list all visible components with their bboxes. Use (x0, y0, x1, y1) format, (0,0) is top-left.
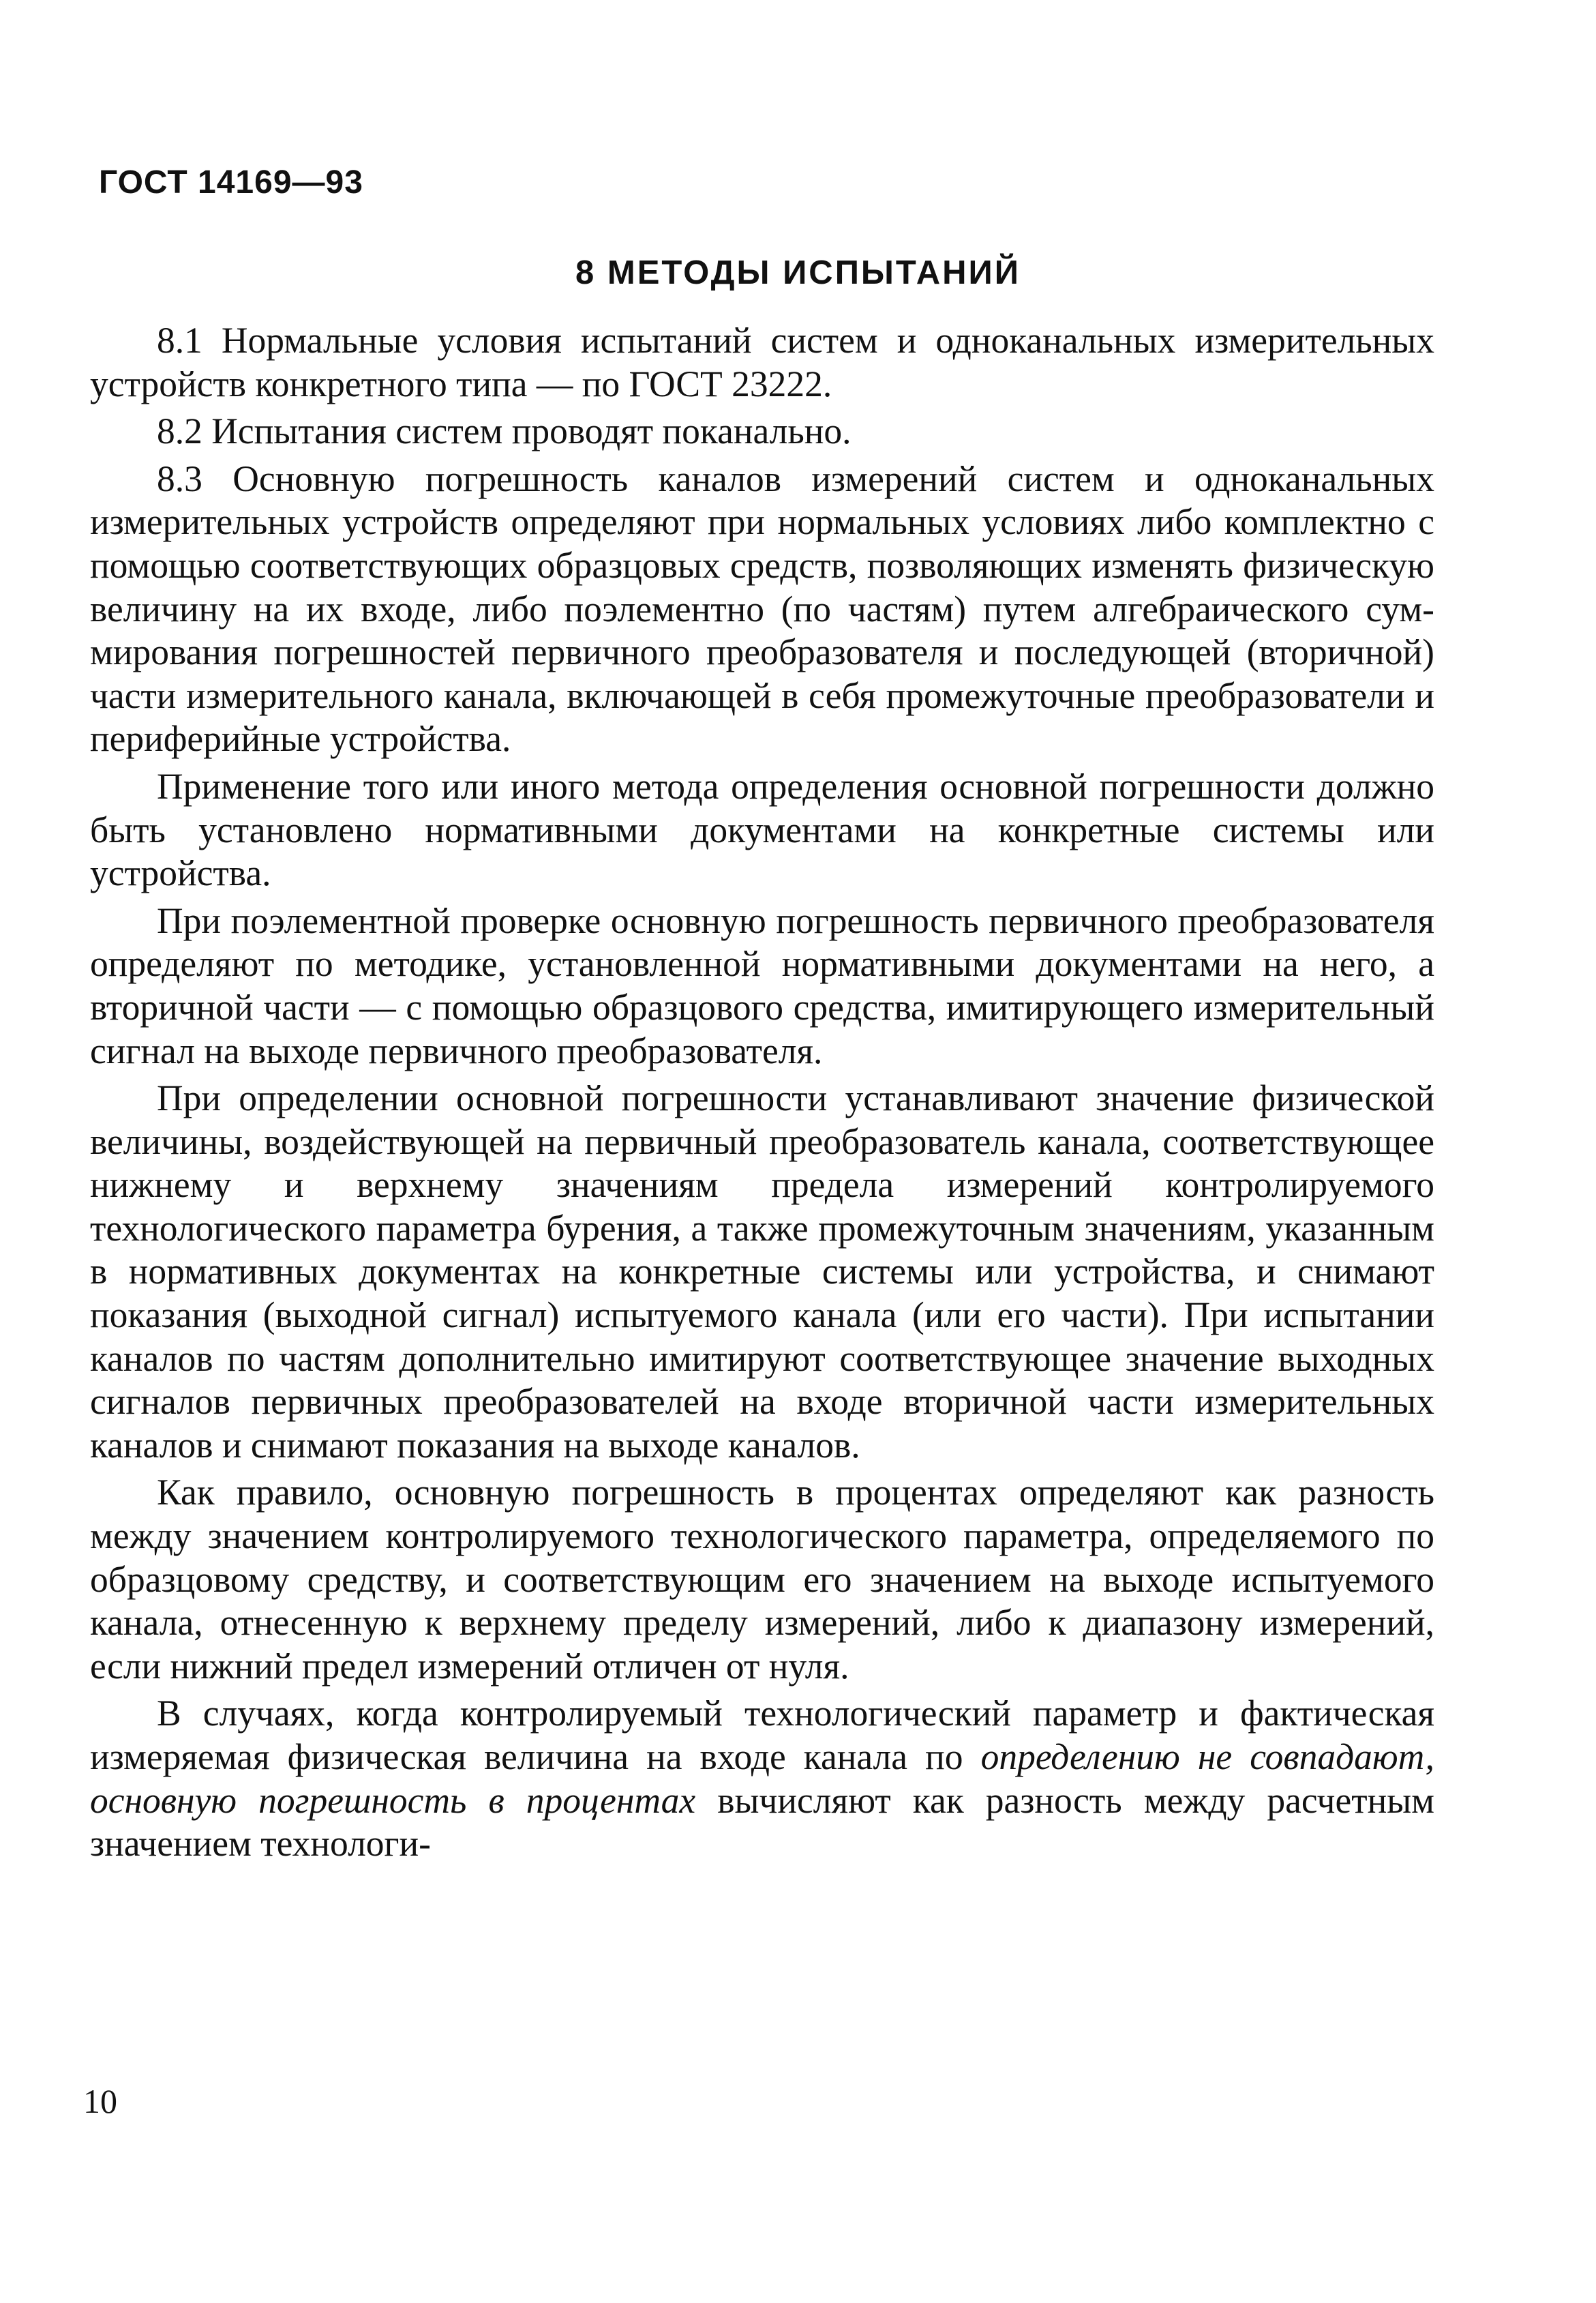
paragraph-error-percent: Как правило, основную погрешность в процентах определяют как разность между значением контролируемого технологического параметра, определяемого по образцовому средству, и соответствующим его значением на выходе испытуемого канала, отнесенную к верхнему пределу измерений, либо к диапазону измерений, если нижний предел измерений отличен от нуля. (90, 1472, 1434, 1687)
document-header: ГОСТ 14169—93 (99, 164, 363, 200)
paragraph-mismatch-italic: определению не совпадают, основную погрешность в процентах (90, 1736, 1435, 1821)
paragraph-8-1: 8.1 Нормальные условия испытаний систем и одноканальных измерительных устройств конкретного типа — по ГОСТ 23222. (90, 320, 1434, 404)
section-title: 8 МЕТОДЫ ИСПЫТАНИЙ (575, 254, 1021, 291)
paragraph-method-choice: Применение того или иного метода определения основной погрешности должно быть установлено нормативными документами на конкретные системы или устройства. (90, 765, 1434, 894)
body-text (90, 319, 1434, 1870)
paragraph-mismatch-case (90, 1692, 1434, 1865)
paragraph-error-determination: При определении основной погрешности устанавливают значение физической величины, воздействующей на первичный преобразователь канала, соответствующее нижнему и верхнему значениям предела измерений контролируемого технологического параметра бурения, а также промежуточным значениям, указанным в нормативных документах на конкретные системы или устройства, и снимают показания (выходной сигнал) испытуемого канала (или его части). При испытании каналов по частям дополнительно имитируют соответствующее значение выходных сигналов первичных преобразователей на входе вторичной части измерительных каналов и снимают показания на выходе каналов. (90, 1078, 1434, 1466)
paragraph-8-3: 8.3 Основную погрешность каналов измерений систем и одноканальных измерительных устройств определяют при нормальных условиях либо комплектно с помощью соответствующих образцовых средств, позволяющих изменять физическую величину на их входе, либо поэлементно (по частям) путем алгебраического суммирования погрешностей первичного преобразователя и последующей (вторичной) части измерительного канала, включающей в себя промежуточные преобразователи и периферийные устройства. (90, 458, 1434, 760)
paragraph-8-2: 8.2 Испытания систем проводят поканально. (157, 411, 852, 452)
paragraph-mismatch-text-start: В случаях, когда контролируемый технологический параметр и фактическая измеряемая физическая величина на входе канала по (90, 1693, 1434, 1777)
paragraph-element-check: При поэлементной проверке основную погрешность первичного преобразователя определяют по методике, установленной нормативными документами на него, а вторичной части — с помощью образцового средства, имитирующего измерительный сигнал на выходе первичного преобразователя. (90, 900, 1434, 1071)
paragraph-mismatch-text-end: вычисляют как разность между расчетным значением технологи- (90, 1779, 1435, 1864)
page-number: 10 (83, 2082, 117, 2120)
